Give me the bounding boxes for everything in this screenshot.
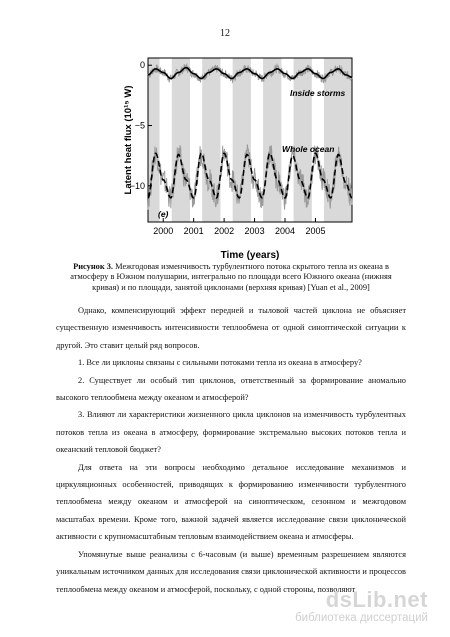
latent-heat-flux-chart <box>118 52 358 264</box>
shading-band <box>172 58 190 222</box>
y-tick-label: −5 <box>134 120 145 131</box>
figure-caption <box>56 262 406 293</box>
watermark-site: dsLib.net <box>325 587 428 612</box>
caption-label: Рисунок 3. <box>73 262 114 271</box>
caption-text: Межгодовая изменчивость турбулентного потока скрытого тепла из океана в атмосферу в Южном полушарии, интегрально по площади всего Южного океана (нижняя кривая) и по площади, занятой циклонами (верхняя кривая) [Yuan et al., 2009] <box>70 262 392 292</box>
paragraph: 1. Все ли циклоны связаны с сильными потоками тепла из океана в атмосферу? <box>78 358 362 368</box>
x-tick-label: 2004 <box>274 226 296 236</box>
watermark-tagline: библиотека диссертаций <box>295 612 428 624</box>
paragraph: Однако, компенсирующий эффект передней и тыловой частей циклона не объясняет существенную изменчивость интенсивности теплообмена от одной синоптической ситуации к другой. Это ставит целый ряд вопросов. <box>56 306 406 350</box>
shading-band <box>263 58 281 222</box>
annotation-inside-storms: Inside storms <box>290 88 346 98</box>
y-axis-label: Latent heat flux (10¹⁵ W) <box>123 85 134 195</box>
body-text <box>56 302 406 598</box>
x-tick-label: 2005 <box>305 226 326 236</box>
x-tick-label: 2000 <box>153 226 174 236</box>
watermark <box>295 588 428 625</box>
x-axis-label: Time (years) <box>220 250 280 261</box>
y-tick-label: 0 <box>139 60 145 71</box>
x-tick-label: 2002 <box>214 226 235 236</box>
paragraph: 3. Влияют ли характеристики жизненного цикла циклонов на изменчивость турбулентных потоков тепла из океана в атмосферу, формирование экстремально высоких потоков тепла и океанский тепловой бюджет? <box>56 410 406 455</box>
panel-label: (e) <box>158 209 169 219</box>
paragraph: Для ответа на эти вопросы необходимо детальное исследование механизмов и циркуляционных особенностей, приводящих к формированию изменчивости турбулентного теплообмена между океаном и атмосферой на синоптическом, сезонном и межгодовом масштабах времени. Кроме того, важной задачей является исследование связи циклонической активности с крупномасштабным тепловым взаимодействием океана и атмосферы. <box>56 462 406 542</box>
page-number: 12 <box>220 28 230 39</box>
paragraph: Упомянутые выше реанализы с 6-часовым (и выше) временным разрешением являются уникальным источником данных для исследования связи циклонической активности и процессов теплообмена между океаном и атмосферой, поскольку, с одной стороны, позволяют <box>56 549 406 594</box>
x-tick-label: 2003 <box>244 226 265 236</box>
x-tick-label: 2001 <box>183 226 204 236</box>
shading-band <box>233 58 251 222</box>
y-tick-label: −10 <box>129 180 145 191</box>
annotation-whole-ocean: Whole ocean <box>282 144 335 154</box>
paragraph: 2. Существует ли особый тип циклонов, ответственный за формирование аномально высокого теплообмена между океаном и атмосферой? <box>56 375 406 403</box>
